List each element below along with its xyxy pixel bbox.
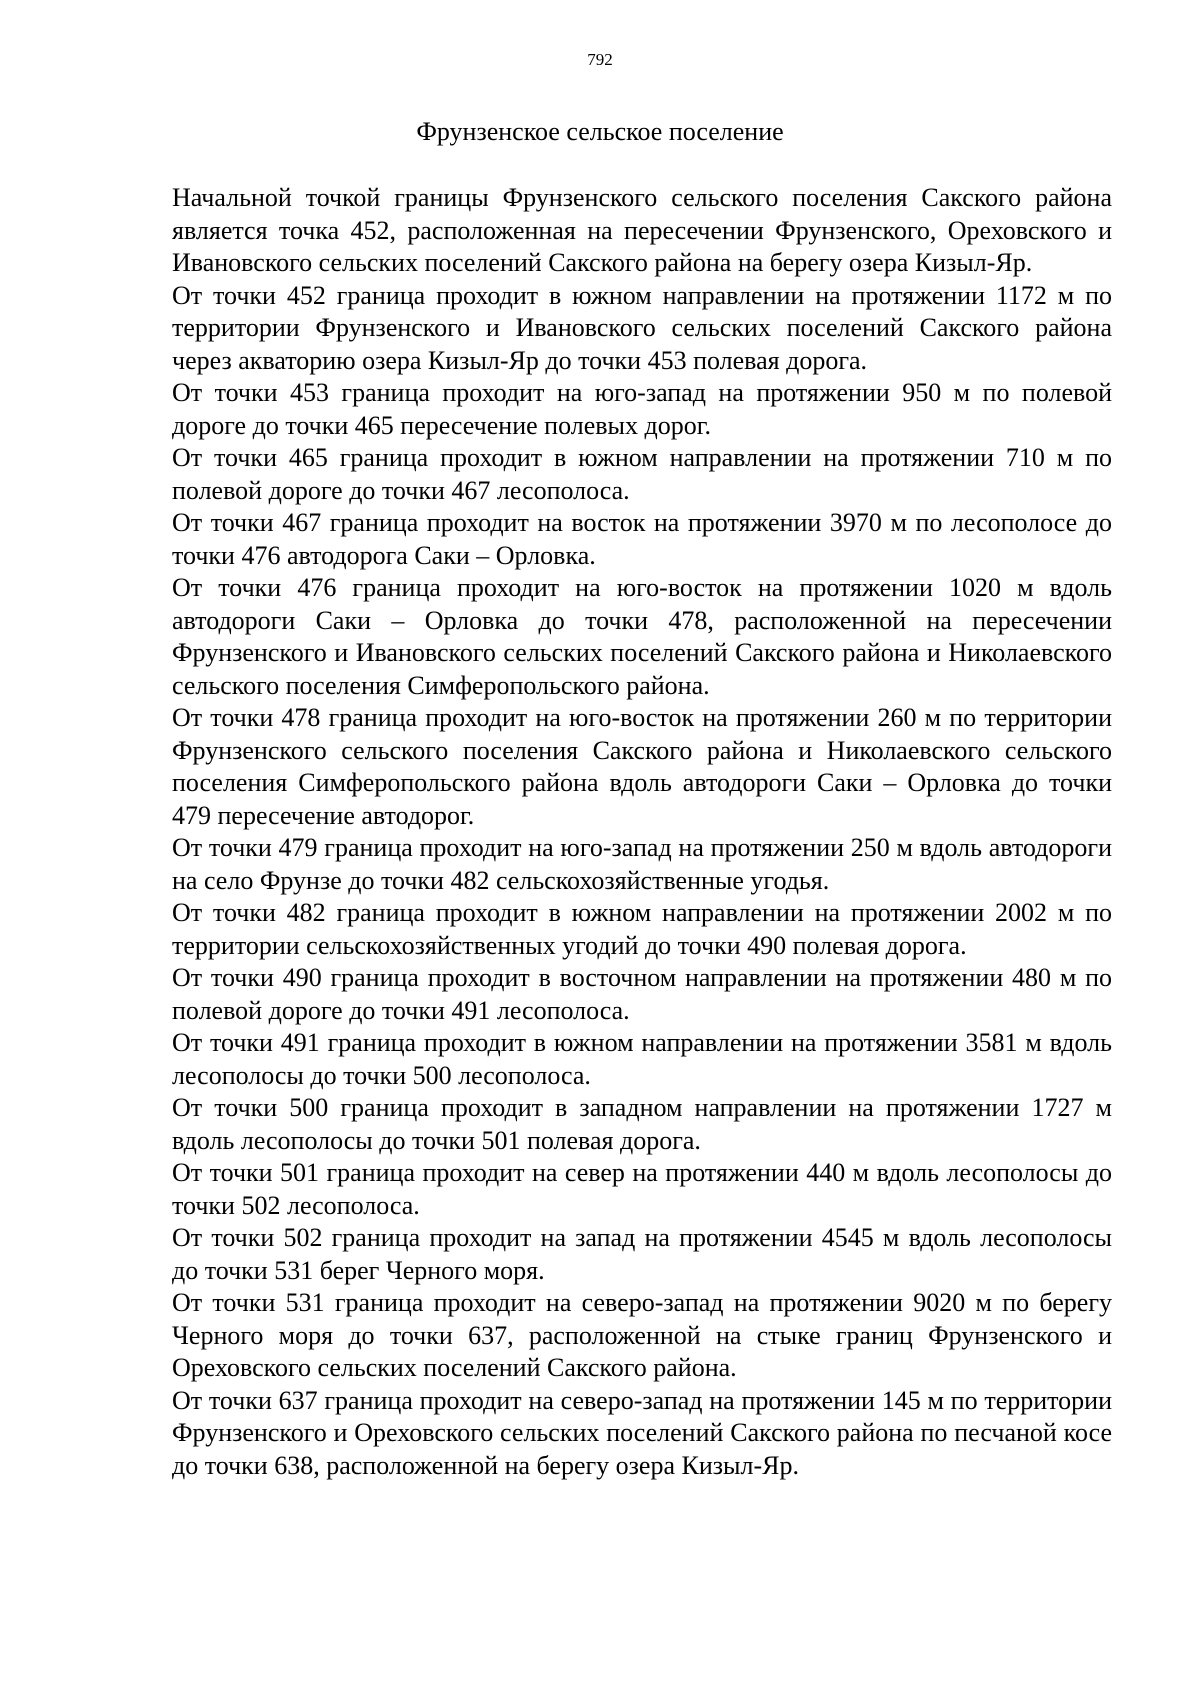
paragraph: От точки 502 граница проходит на запад на протяжении 4545 м вдоль лесополосы до точки 531 берег Черного моря.	[172, 1223, 1112, 1285]
paragraph: От точки 637 граница проходит на северо-запад на протяжении 145 м по территории Фрунзенского и Ореховского сельских поселений Сакского района по песчаной косе до точки 638, расположенной на берегу озера Кизыл-Яр.	[172, 1385, 1112, 1480]
paragraph: От точки 476 граница проходит на юго-восток на протяжении 1020 м вдоль автодороги Саки – Орловка до точки 478, расположенной на пересечении Фрунзенского и Ивановского сельских поселений Сакского района и Николаевского сельского поселения Симферопольского района.	[172, 573, 1112, 700]
page-number: 792	[587, 50, 613, 69]
paragraph: От точки 453 граница проходит на юго-запад на протяжении 950 м по полевой дороге до точки 465 пересечение полевых дорог.	[172, 378, 1112, 440]
paragraph: От точки 491 граница проходит в южном направлении на протяжении 3581 м вдоль лесополосы до точки 500 лесополоса.	[172, 1028, 1112, 1090]
paragraph: От точки 482 граница проходит в южном направлении на протяжении 2002 м по территории сельскохозяйственных угодий до точки 490 полевая дорога.	[172, 898, 1112, 960]
paragraph: От точки 500 граница проходит в западном направлении на протяжении 1727 м вдоль лесополосы до точки 501 полевая дорога.	[172, 1093, 1112, 1155]
paragraph: От точки 490 граница проходит в восточном направлении на протяжении 480 м по полевой дороге до точки 491 лесополоса.	[172, 963, 1112, 1025]
paragraph: От точки 531 граница проходит на северо-запад на протяжении 9020 м по берегу Черного моря до точки 637, расположенной на стыке границ Фрунзенского и Ореховского сельских поселений Сакского района.	[172, 1288, 1112, 1382]
paragraph: От точки 479 граница проходит на юго-запад на протяжении 250 м вдоль автодороги на село Фрунзе до точки 482 сельскохозяйственные угодья.	[172, 833, 1112, 895]
paragraph: От точки 501 граница проходит на север на протяжении 440 м вдоль лесополосы до точки 502 лесополоса.	[172, 1158, 1112, 1220]
section-title: Фрунзенское сельское поселение	[416, 117, 784, 146]
paragraph: От точки 478 граница проходит на юго-восток на протяжении 260 м по территории Фрунзенского сельского поселения Сакского района и Николаевского сельского поселения Симферопольского района вдоль автодороги Саки – Орловка до точки 479 пересечение автодорог.	[172, 703, 1112, 830]
document-body	[172, 182, 1112, 1482]
paragraph: От точки 452 граница проходит в южном направлении на протяжении 1172 м по территории Фрунзенского и Ивановского сельских поселений Сакского района через акваторию озера Кизыл-Яр до точки 453 полевая дорога.	[172, 280, 1112, 375]
paragraph: Начальной точкой границы Фрунзенского сельского поселения Сакского района является точка 452, расположенная на пересечении Фрунзенского, Ореховского и Ивановского сельских поселений Сакского района на берегу озера Кизыл-Яр.	[172, 183, 1112, 277]
paragraph: От точки 467 граница проходит на восток на протяжении 3970 м по лесополосе до точки 476 автодорога Саки – Орловка.	[172, 508, 1112, 570]
paragraph: От точки 465 граница проходит в южном направлении на протяжении 710 м по полевой дороге до точки 467 лесополоса.	[172, 443, 1112, 505]
